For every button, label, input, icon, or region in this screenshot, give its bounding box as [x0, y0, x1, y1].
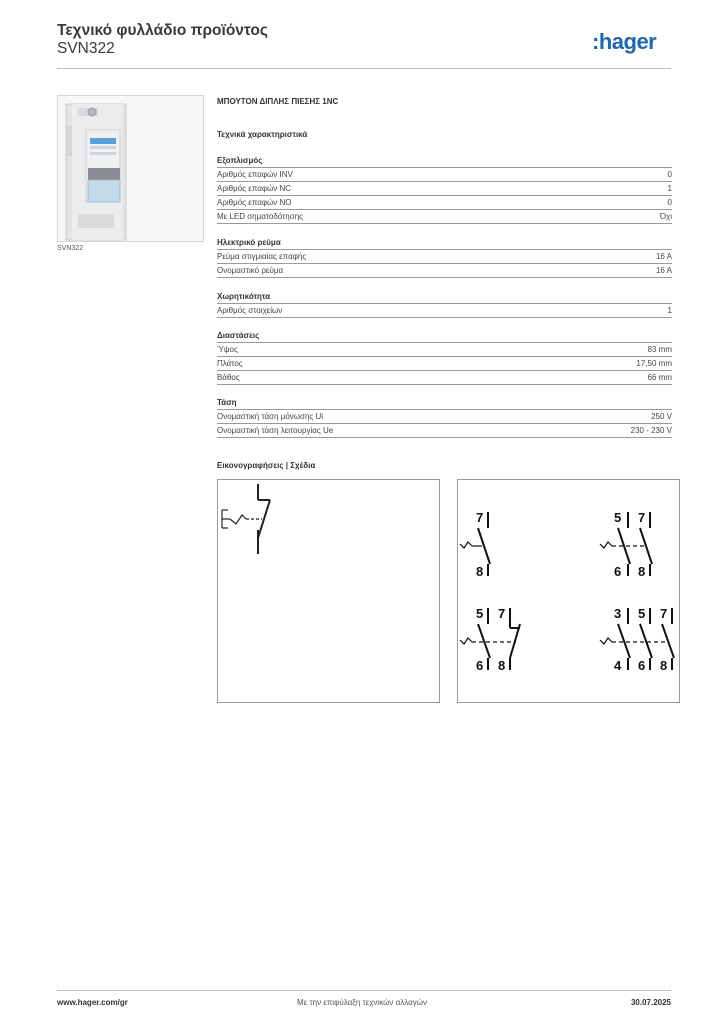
spec-row: [217, 410, 672, 424]
modular-device-illustration: [58, 96, 203, 241]
spec-label: Αριθμός επαφών INV: [217, 170, 293, 179]
spec-value: 83 mm: [647, 345, 672, 354]
footer-date: 30.07.2025: [630, 998, 671, 1007]
section-equipment: [217, 154, 672, 224]
spec-value: 0: [667, 198, 672, 207]
section-dimensions: [217, 329, 672, 385]
spec-value: 66 mm: [647, 373, 672, 382]
product-name: ΜΠΟΥΤΟΝ ΔΙΠΛΗΣ ΠΙΕΣΗΣ 1NC: [217, 97, 339, 106]
spec-row: [217, 182, 672, 196]
spec-label: Ονομαστικό ρεύμα: [217, 266, 284, 275]
header-divider: [57, 68, 671, 69]
section-title: Ηλεκτρικό ρεύμα: [217, 236, 672, 250]
terminal-label: 5: [614, 510, 622, 525]
terminal-label: 7: [660, 606, 668, 621]
section-capacity: [217, 290, 672, 318]
spec-value: 1: [667, 184, 672, 193]
terminal-label: 8: [638, 564, 646, 579]
section-voltage: [217, 396, 672, 438]
specs-heading: Τεχνικά χαρακτηριστικά: [217, 130, 308, 139]
section-title: Εξοπλισμός: [217, 154, 672, 168]
wiring-diagrams: [458, 480, 679, 702]
spec-value: 230 - 230 V: [630, 426, 672, 435]
terminal-label: 6: [614, 564, 622, 579]
wiring-diagrams-box: [457, 479, 680, 703]
terminal-label: 7: [638, 510, 646, 525]
footer-website-link[interactable]: www.hager.com/gr: [57, 998, 128, 1007]
spec-label: Πλάτος: [217, 359, 243, 368]
product-code: SVN322: [57, 40, 115, 57]
spec-row: [217, 264, 672, 278]
section-current: [217, 236, 672, 278]
terminal-label: 5: [638, 606, 646, 621]
terminal-label: 6: [638, 658, 646, 673]
push-button-symbol: [218, 480, 439, 702]
spec-label: Αριθμός επαφών NO: [217, 198, 292, 207]
spec-label: Αριθμός επαφών NC: [217, 184, 292, 193]
spec-label: Βάθος: [217, 373, 240, 382]
product-image: [57, 95, 204, 242]
spec-row: [217, 168, 672, 182]
product-image-caption: SVN322: [57, 245, 84, 252]
document-title: Τεχνικό φυλλάδιο προϊόντος: [57, 22, 268, 39]
terminal-label: 6: [476, 658, 484, 673]
spec-value: 0: [667, 170, 672, 179]
spec-value: 16 A: [655, 266, 672, 275]
spec-row: [217, 210, 672, 224]
spec-row: [217, 424, 672, 438]
section-title: Διαστάσεις: [217, 329, 672, 343]
spec-label: Ονομαστική τάση μόνωσης Ui: [217, 412, 324, 421]
terminal-label: 7: [476, 510, 484, 525]
spec-value: 17,50 mm: [636, 359, 672, 368]
terminal-label: 8: [660, 658, 668, 673]
spec-value: Όχι: [659, 212, 672, 221]
section-title: Τάση: [217, 396, 672, 410]
dimension-drawing-box: [217, 479, 440, 703]
terminal-label: 3: [614, 606, 622, 621]
spec-label: Ύψος: [217, 345, 238, 354]
section-title: Χωρητικότητα: [217, 290, 672, 304]
spec-label: Με LED σηματοδότησης: [217, 212, 303, 221]
spec-row: [217, 371, 672, 385]
spec-row: [217, 196, 672, 210]
spec-row: [217, 250, 672, 264]
spec-label: Ονομαστική τάση λειτουργίας Ue: [217, 426, 334, 435]
spec-value: 250 V: [651, 412, 672, 421]
footer-disclaimer: Με την επιφύλαξη τεχνικών αλλαγών: [297, 998, 427, 1007]
spec-row: [217, 343, 672, 357]
terminal-label: 8: [498, 658, 506, 673]
spec-value: 1: [667, 306, 672, 315]
terminal-label: 8: [476, 564, 484, 579]
diagrams-title: Εικονογραφήσεις | Σχέδια: [217, 461, 316, 470]
terminal-label: 5: [476, 606, 484, 621]
terminal-label: 4: [614, 658, 622, 673]
spec-row: [217, 357, 672, 371]
hager-logo: :hager: [592, 29, 657, 54]
terminal-label: 7: [498, 606, 506, 621]
spec-row: [217, 304, 672, 318]
spec-label: Αριθμός στοιχείων: [217, 306, 283, 315]
spec-label: Ρεύμα στιγμιαίας επαφής: [217, 252, 307, 261]
spec-value: 16 A: [655, 252, 672, 261]
footer-divider: [57, 990, 671, 991]
